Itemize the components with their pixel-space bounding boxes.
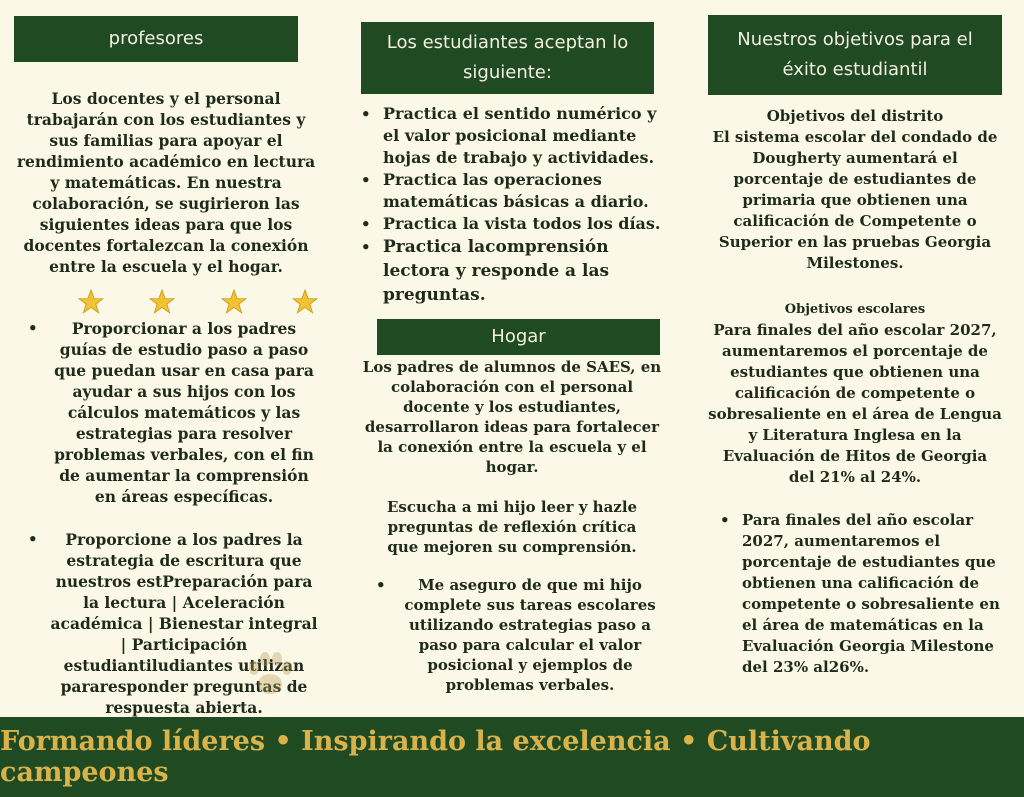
left-intro	[14, 88, 318, 277]
district-title: Objetivos del distrito	[766, 107, 944, 125]
left-header: profesores	[14, 16, 298, 62]
bullet-icon: •	[361, 215, 371, 233]
list-item: • Practica lacomprensión lectora y responde a las preguntas.	[361, 237, 610, 305]
bullet-icon: •	[361, 171, 371, 189]
list-item: • Practica la vista todos los días.	[361, 214, 661, 233]
left-intro-text: Los docentes y el personal trabajarán con los estudiantes y sus familias para apoyar el rendimiento académico en lectura y matemáticas. En nuestra colaboración, se sugirieron las siguientes ideas para que los docentes fortalezcan la conexión entre la escuela y el hogar.	[16, 89, 316, 276]
home-intro: Los padres de alumnos de SAES, en colaboración con el personal docente y los estudiantes, desarrollaron ideas para fortalecer la conexión entre la escuela y el hogar.	[362, 358, 662, 476]
bullet-icon: •	[28, 530, 38, 548]
star-icon	[149, 289, 175, 315]
bullet-icon: •	[376, 576, 386, 594]
star-icon	[292, 289, 318, 315]
list-item: • Proporcionar a los padres guías de estudio paso a paso que puedan usar en casa para ayudar a sus hijos con los cálculos matemáticos y las estrategias para resolver problemas verbales, con el fin de aumentar la comprensión en áreas específicas.	[28, 319, 314, 506]
list-item: • Practica el sentido numérico y el valor posicional mediante hojas de trabajo y actividades.	[361, 104, 657, 167]
middle-list	[361, 103, 667, 307]
list-item: • Me aseguro de que mi hijo complete sus tareas escolares utilizando estrategias paso a paso para calcular el valor posicional y ejemplos de problemas verbales.	[376, 576, 656, 694]
list-item: • Practica las operaciones matemáticas básicas a diario.	[361, 170, 649, 211]
list-item: • Proporcione a los padres la estrategia de escritura que nuestros estPreparación para la lectura | Aceleración académica | Bienestar integral | Participación estudiantiludiantes utilizan pararesponder preguntas de respuesta abierta.	[28, 530, 318, 717]
school-title: Objetivos escolares	[784, 302, 926, 317]
footer-banner	[0, 717, 1024, 797]
paw-print-icon	[242, 648, 298, 700]
home-paragraph: Escucha a mi hijo leer y hazle preguntas de reflexión crítica que mejoren su comprensión.	[386, 498, 638, 556]
right-header: Nuestros objetivos para el éxito estudiantil	[708, 15, 1002, 95]
list-item: • Para finales del año escolar 2027, aumentaremos el porcentaje de estudiantes que obtienen una calificación de competente o sobresaliente en el área de matemáticas en la Evaluación Georgia Milestone del 23% al26%.	[720, 511, 1000, 676]
star-icon	[78, 289, 104, 315]
middle-header: Los estudiantes aceptan lo siguiente:	[361, 22, 654, 94]
footer-slogan: Formando líderes • Inspirando la excelencia • Cultivando campeones	[0, 726, 871, 788]
bullet-icon: •	[361, 105, 371, 123]
bullet-icon: •	[361, 238, 371, 256]
bullet-icon: •	[720, 511, 730, 529]
school-goals	[708, 299, 1002, 678]
home-section	[362, 357, 662, 695]
bullet-icon: •	[28, 319, 38, 337]
district-goals	[708, 106, 1002, 274]
home-header: Hogar	[377, 319, 660, 355]
star-icon	[221, 289, 247, 315]
star-row	[78, 289, 318, 315]
district-text: El sistema escolar del condado de Dougherty aumentará el porcentaje de estudiantes de primaria que obtienen una calificación de Competente o Superior en las pruebas Georgia Milestones.	[712, 128, 998, 272]
school-text: Para finales del año escolar 2027, aumentaremos el porcentaje de estudiantes que obtienen una calificación de competente o sobresaliente en el área de Lengua y Literatura Inglesa en la Evaluación de Hitos de Georgia del 21% al 24%.	[708, 321, 1002, 486]
